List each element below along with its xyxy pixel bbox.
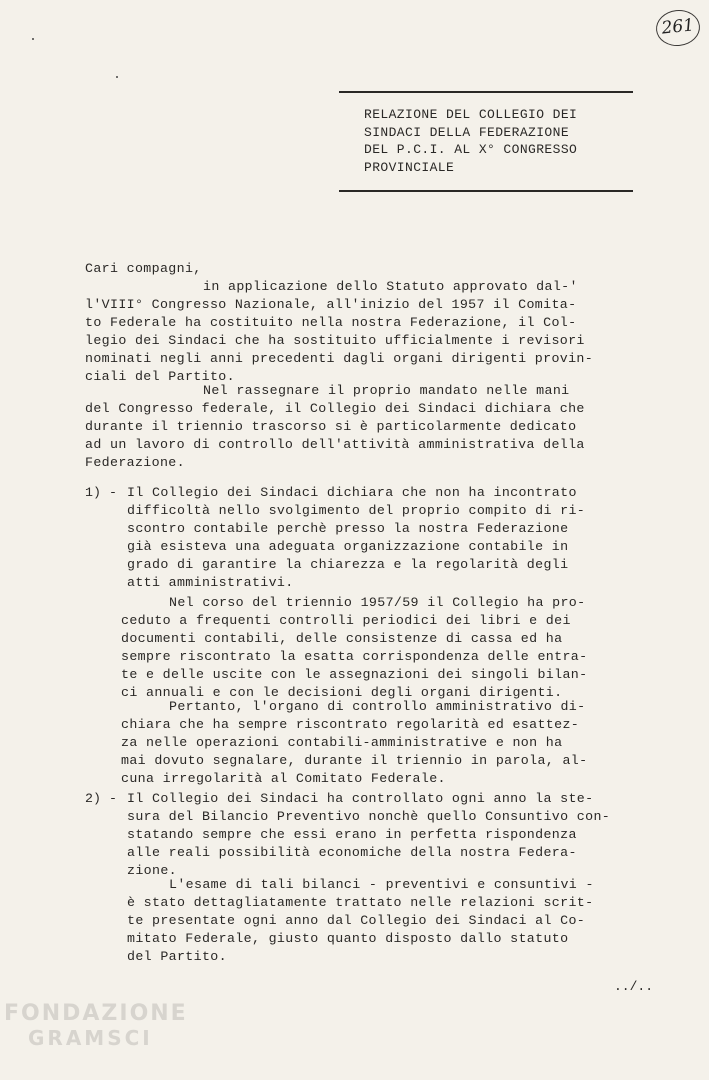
list-item-2 [127, 790, 610, 880]
text-line: ci annuali e con le decisioni degli organi dirigenti. [121, 685, 563, 701]
text-line: ciali del Partito. [85, 369, 235, 385]
text-line: te e delle uscite con le assegnazioni dei singoli bilan- [121, 667, 588, 683]
text-line: già esisteva una adeguata organizzazione contabile in [127, 539, 569, 555]
text-line: durante il triennio trascorso si è particolarmente dedicato [85, 419, 577, 435]
text-line: mai dovuto segnalare, durante il triennio in parola, al- [121, 753, 588, 769]
watermark-line: GRAMSCI [28, 1026, 153, 1050]
text-line: chiara che ha sempre riscontrato regolarità ed esattez- [121, 717, 580, 733]
title-line: SINDACI DELLA FEDERAZIONE [364, 124, 570, 140]
paragraph-4 [121, 698, 587, 788]
paragraph-1 [85, 278, 593, 387]
text-line: te presentate ogni anno dal Collegio dei Sindaci al Co- [127, 913, 586, 929]
list-marker-1: 1) - [85, 485, 117, 500]
text-line: scontro contabile perchè presso la nostra Federazione [127, 521, 569, 537]
continuation-mark: ../.. [614, 979, 654, 994]
ink-speck [32, 38, 34, 40]
salutation: Cari compagni, [85, 261, 202, 276]
text-line: za nelle operazioni contabili-amministrative e non ha [121, 735, 563, 751]
text-line: ceduto a frequenti controlli periodici dei libri e dei [121, 613, 571, 629]
document-title [364, 106, 624, 176]
text-line: difficoltà nello svolgimento del proprio compito di ri- [127, 503, 586, 519]
page-number-stamp: 261 [654, 8, 702, 48]
ink-speck [116, 76, 118, 78]
text-line: grado di garantire la chiarezza e la regolarità degli [127, 557, 569, 573]
text-line: Il Collegio dei Sindaci dichiara che non ha incontrato [127, 485, 577, 500]
text-line: statando sempre che essi erano in perfetta rispondenza [127, 827, 577, 843]
text-line: Nel rassegnare il proprio mandato nelle mani [203, 383, 570, 398]
paragraph-5 [127, 876, 594, 966]
text-line: sempre riscontrato la esatta corrispondenza delle entra- [121, 649, 588, 665]
title-line: RELAZIONE DEL COLLEGIO DEI [364, 107, 578, 122]
text-line: zione. [127, 863, 177, 879]
text-line: in applicazione dello Statuto approvato dal-' [203, 279, 578, 294]
text-line: Federazione. [85, 455, 185, 471]
text-line: to Federale ha costituito nella nostra Federazione, il Col- [85, 315, 577, 331]
text-line: ad un lavoro di controllo dell'attività amministrativa della [85, 437, 585, 453]
text-line: mitato Federale, giusto quanto disposto dallo statuto [127, 931, 569, 947]
text-line: L'esame di tali bilanci - preventivi e consuntivi - [169, 877, 594, 892]
text-line: Il Collegio dei Sindaci ha controllato ogni anno la ste- [127, 791, 594, 806]
title-rule-bottom [339, 190, 633, 192]
title-rule-top [339, 91, 633, 93]
watermark-line: FONDAZIONE [4, 1001, 188, 1026]
text-line: Pertanto, l'organo di controllo amministrativo di- [169, 699, 586, 714]
list-marker-2: 2) - [85, 791, 117, 806]
text-line: nominati negli anni precedenti dagli organi dirigenti provin- [85, 351, 594, 367]
text-line: del Partito. [127, 949, 227, 965]
text-line: l'VIII° Congresso Nazionale, all'inizio del 1957 il Comita- [85, 297, 577, 313]
title-line: PROVINCIALE [364, 159, 455, 175]
text-line: del Congresso federale, il Collegio dei Sindaci dichiara che [85, 401, 585, 417]
title-line: DEL P.C.I. AL X° CONGRESSO [364, 142, 578, 157]
list-item-1 [127, 484, 585, 593]
text-line: sura del Bilancio Preventivo nonchè quello Consuntivo con- [127, 809, 611, 825]
text-line: atti amministrativi. [127, 575, 294, 591]
text-line: alle reali possibilità economiche della nostra Federa- [127, 845, 577, 861]
archive-watermark [4, 1002, 188, 1050]
text-line: Nel corso del triennio 1957/59 il Collegio ha pro- [169, 595, 586, 610]
text-line: cuna irregolarità al Comitato Federale. [121, 771, 446, 787]
paragraph-2 [85, 382, 585, 472]
text-line: legio dei Sindaci che ha sostituito ufficialmente i revisori [85, 333, 585, 349]
text-line: documenti contabili, delle consistenze di cassa ed ha [121, 631, 563, 647]
paragraph-3 [121, 594, 587, 703]
text-line: è stato dettagliatamente trattato nelle relazioni scrit- [127, 895, 594, 911]
